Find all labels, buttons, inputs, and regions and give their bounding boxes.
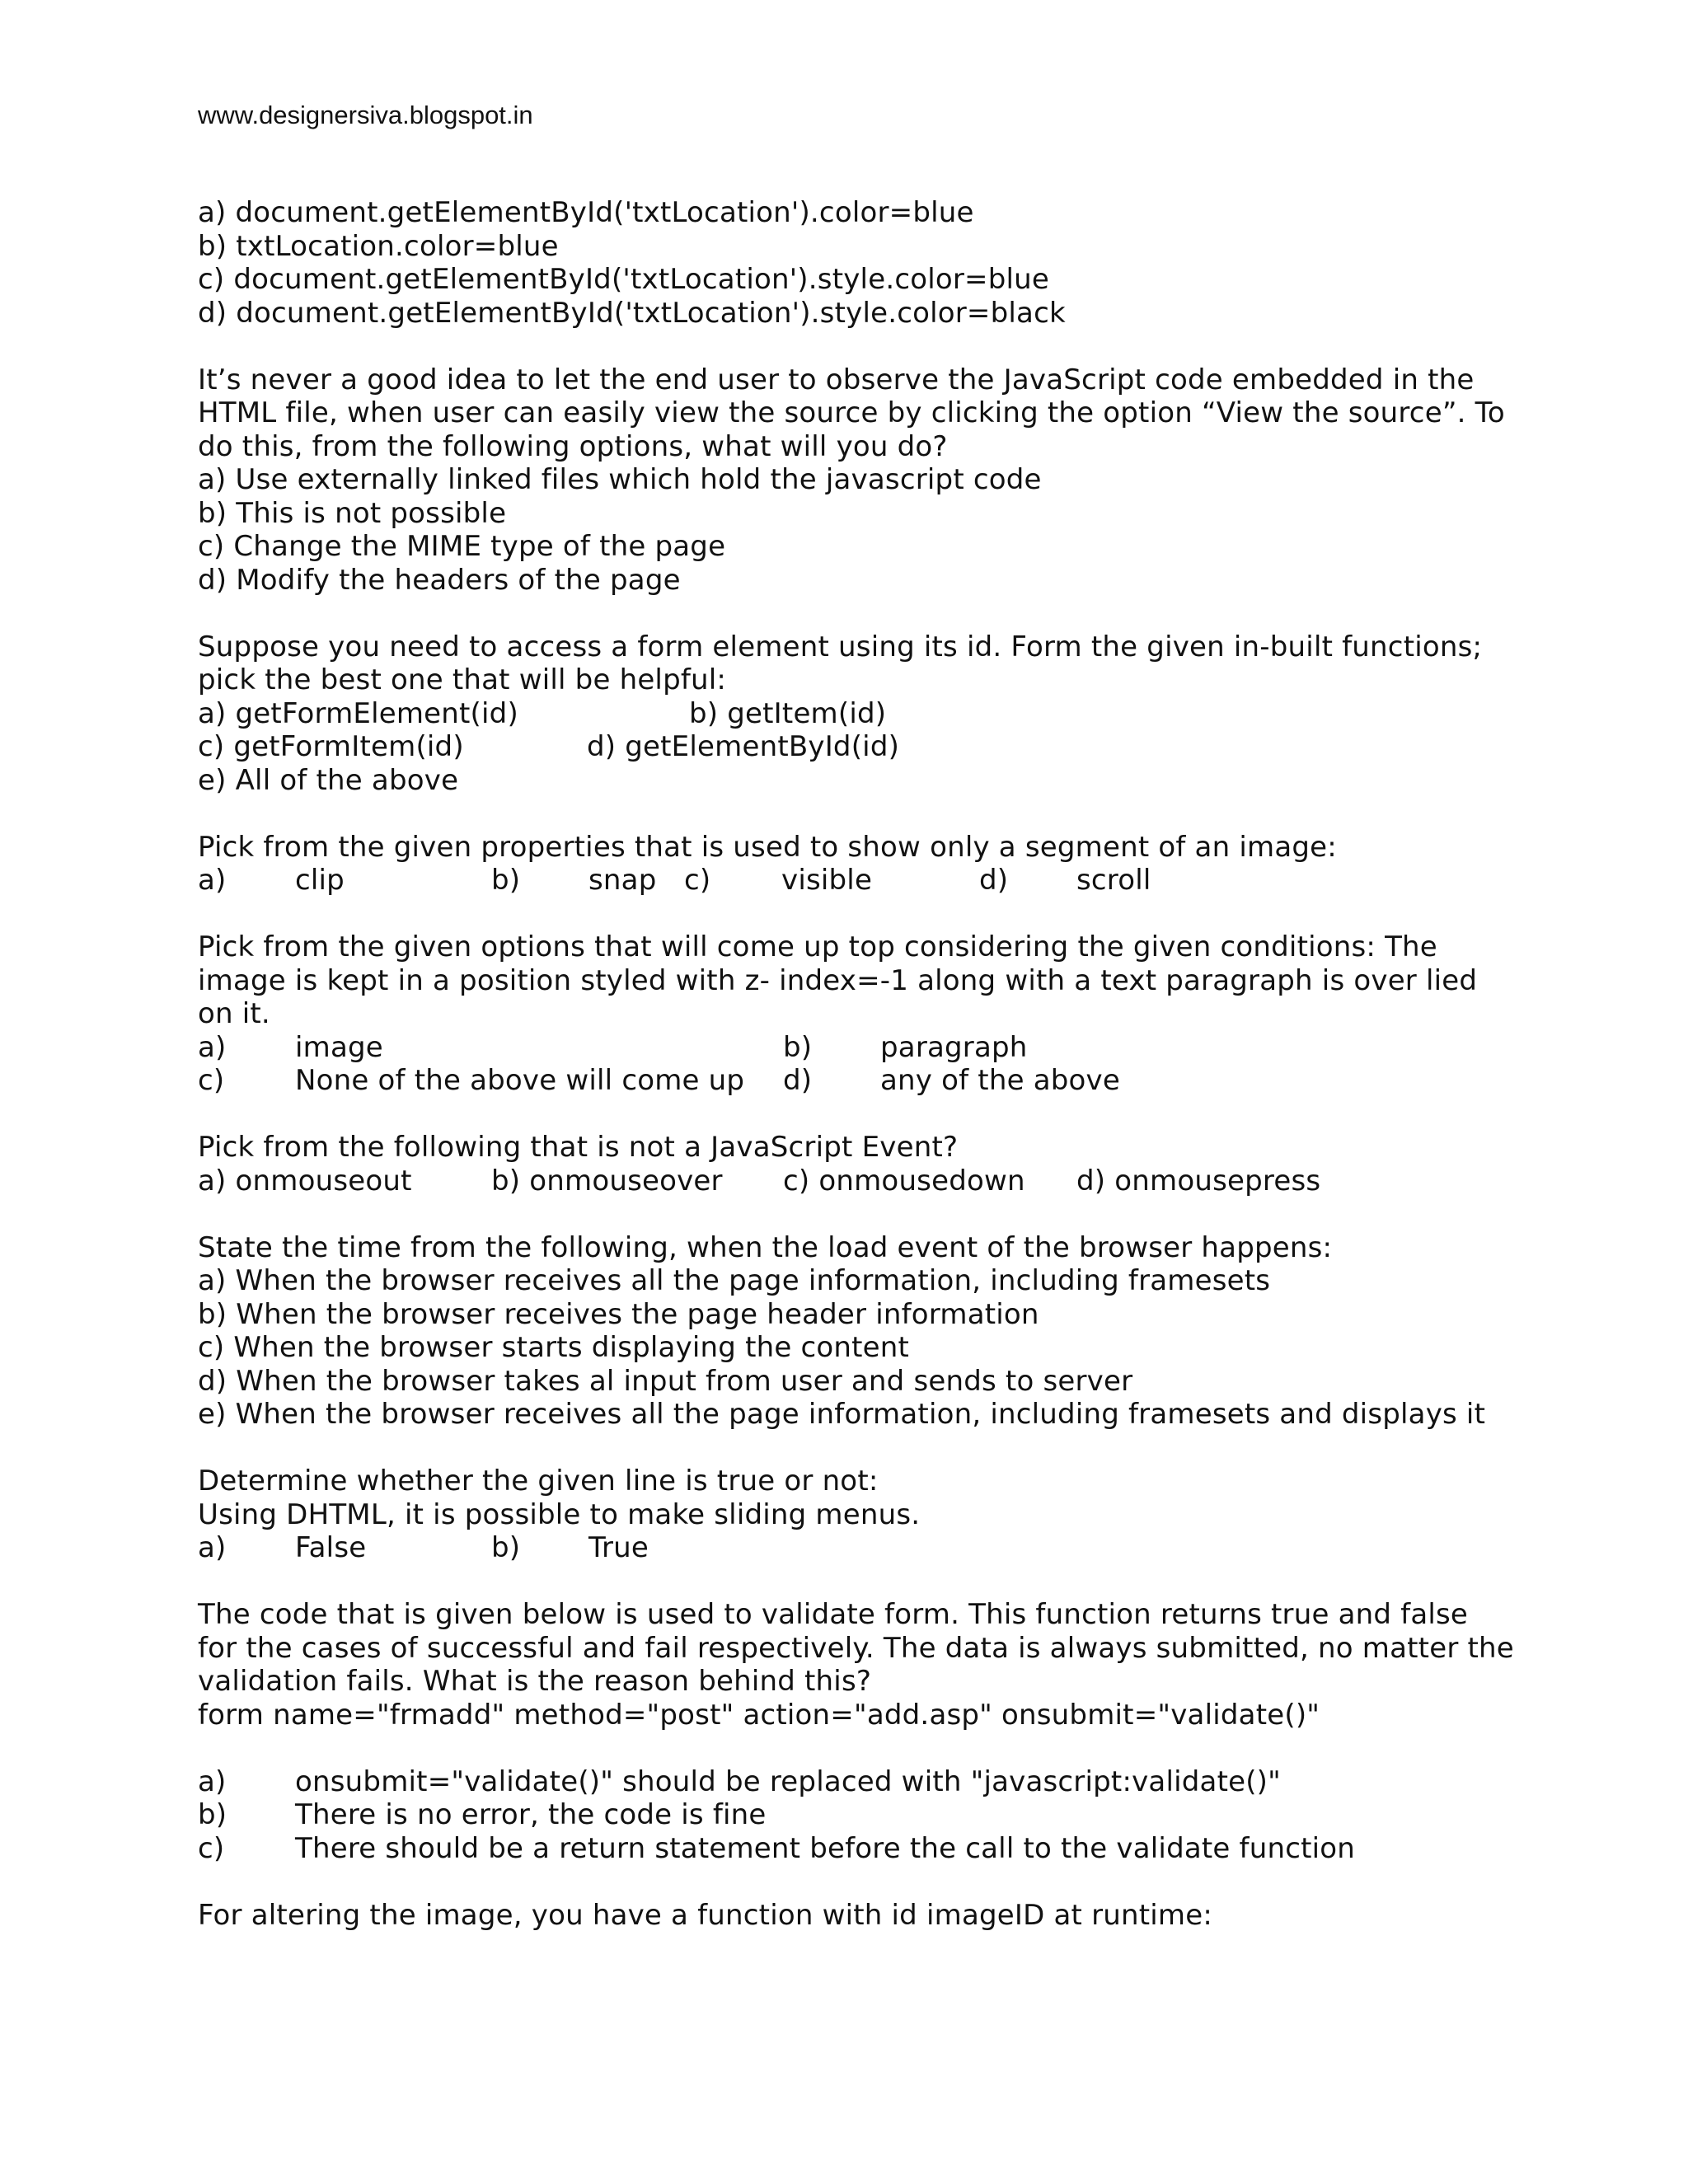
option-text: visible [781,864,873,897]
option-row [198,1798,1550,1832]
option-letter: c) [198,1064,225,1097]
option-line: e) When the browser receives all the page information, including framesets and displays it [198,1398,1486,1431]
option-text: There should be a return statement before the call to the validate function [295,1831,1356,1865]
option: d) onmousepress [1076,1164,1321,1197]
option-letter: b) [783,1030,813,1064]
option-line: a) When the browser receives all the page information, including framesets [198,1264,1271,1297]
option-letter: d) [979,864,1009,897]
option-row [198,1064,1550,1098]
option-text: False [295,1531,367,1564]
option-line: d) When the browser takes al input from user and sends to server [198,1364,1133,1398]
option: a) getFormElement(id) [198,696,518,730]
option-line: c) When the browser starts displaying the content [198,1331,910,1364]
option-letter: a) [198,1030,227,1064]
question-text: for the cases of successful and fail respectively. The data is always submitted, no matter the [198,1631,1514,1665]
question-text: For altering the image, you have a function with id imageID at runtime: [198,1898,1213,1932]
question-1 [198,196,1550,330]
question-text: Pick from the given properties that is used to show only a segment of an image: [198,830,1337,864]
option: c) getFormItem(id) [198,730,464,763]
question-10 [198,1899,1550,1933]
option-row [198,864,1550,898]
option: b) getItem(id) [689,696,887,730]
option-row [198,1765,1550,1799]
question-9 [198,1598,1550,1865]
option-row [198,1531,1550,1565]
option-line: a) document.getElementById('txtLocation').color=blue [198,196,974,229]
option-letter: b) [198,1798,227,1831]
option-row [198,697,1550,731]
question-text: image is kept in a position styled with z- index=-1 along with a text paragraph is over lied [198,963,1478,997]
option-row [198,1165,1550,1198]
option-letter: a) [198,1531,227,1564]
option-line: c) document.getElementById('txtLocation').style.color=blue [198,263,1050,296]
option-line: d) Modify the headers of the page [198,563,681,597]
option-letter: c) [198,1831,225,1865]
option-line: d) document.getElementById('txtLocation').style.color=black [198,296,1066,330]
option: d) getElementById(id) [587,730,900,763]
option-row [198,730,1550,764]
question-text: pick the best one that will be helpful: [198,663,727,696]
option-line: b) When the browser receives the page header information [198,1297,1039,1331]
question-text: Using DHTML, it is possible to make sliding menus. [198,1497,921,1531]
option-text: There is no error, the code is fine [295,1798,767,1831]
option-text: any of the above [880,1064,1120,1097]
question-text: validation fails. What is the reason behind this? [198,1665,872,1698]
question-text: Suppose you need to access a form element using its id. Form the given in-built functions; [198,630,1483,663]
option-letter: d) [783,1064,813,1097]
question-8 [198,1465,1550,1565]
option-line: a) Use externally linked files which hold the javascript code [198,463,1042,496]
option-letter: a) [198,1765,227,1798]
option-letter: b) [491,864,521,897]
option-row [198,1031,1550,1065]
option-text: clip [295,864,345,897]
option-line: b) txtLocation.color=blue [198,229,559,263]
option: c) onmousedown [783,1164,1025,1197]
question-7 [198,1231,1550,1432]
option-text: None of the above will come up [295,1064,745,1097]
option-line: e) All of the above [198,763,459,797]
option: b) onmouseover [491,1164,723,1197]
question-2 [198,363,1550,598]
question-text: Determine whether the given line is true or not: [198,1465,879,1497]
question-text: on it. [198,997,270,1030]
question-6 [198,1131,1550,1197]
document-body [198,196,1550,1932]
option-text: scroll [1076,864,1151,897]
option-text: True [588,1531,649,1564]
option-line: b) This is not possible [198,496,507,530]
question-3 [198,630,1550,798]
option-letter: a) [198,864,227,897]
option-line: c) Change the MIME type of the page [198,530,726,563]
option-text: image [295,1030,383,1064]
option-text: paragraph [880,1030,1028,1064]
question-text: do this, from the following options, what will you do? [198,429,948,463]
question-4 [198,831,1550,898]
option-text: snap [588,864,657,897]
question-text: Pick from the given options that will come up top considering the given conditions: The [198,930,1437,963]
header-url: www.designersiva.blogspot.in [198,101,533,129]
question-5 [198,930,1550,1098]
option-row [198,1832,1550,1866]
question-text: It’s never a good idea to let the end user to observe the JavaScript code embedded in the [198,363,1475,396]
option-letter: c) [684,864,711,897]
option-text: onsubmit="validate()" should be replaced with "javascript:validate()" [295,1765,1281,1798]
option-letter: b) [491,1531,521,1564]
question-text: The code that is given below is used to validate form. This function returns true and false [198,1598,1469,1631]
question-text: Pick from the following that is not a JavaScript Event? [198,1131,959,1164]
question-text: HTML file, when user can easily view the source by clicking the option “View the source”. To [198,396,1505,429]
code-line: form name="frmadd" method="post" action="add.asp" onsubmit="validate()" [198,1698,1320,1732]
question-text: State the time from the following, when the load event of the browser happens: [198,1230,1333,1264]
option: a) onmouseout [198,1164,412,1197]
